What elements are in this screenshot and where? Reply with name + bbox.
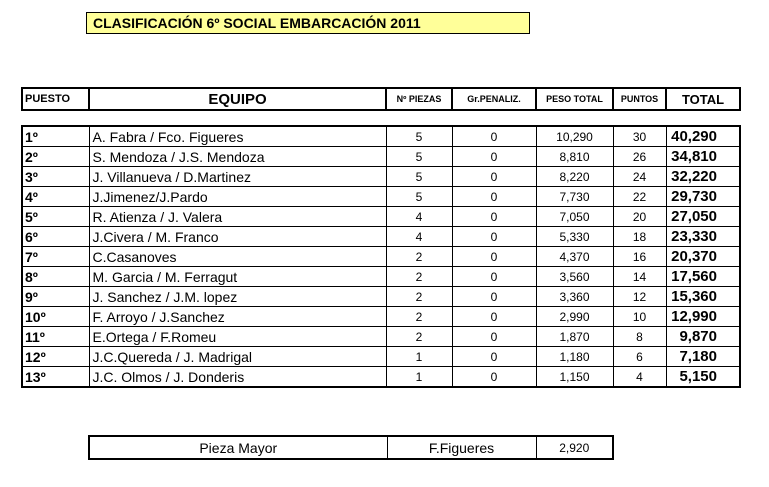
row-team: M. Garcia / M. Ferragut: [89, 267, 386, 287]
header-equipo: EQUIPO: [89, 88, 386, 110]
row-team: J.Civera / M. Franco: [89, 227, 386, 247]
row-total: 15,360: [666, 287, 740, 307]
row-piezas: 5: [386, 187, 452, 207]
row-total: 9,870: [666, 327, 740, 347]
row-position: 2º: [22, 147, 89, 167]
row-puntos: 18: [613, 227, 666, 247]
table-row: [22, 347, 740, 367]
header-peso: PESO TOTAL: [536, 88, 613, 110]
header-penaliz: Gr.PENALIZ.: [452, 88, 536, 110]
row-team: A. Fabra / Fco. Figueres: [89, 126, 386, 147]
row-peso: 5,330: [536, 227, 613, 247]
row-total: 12,990: [666, 307, 740, 327]
table-row: [22, 207, 740, 227]
row-peso: 8,220: [536, 167, 613, 187]
table-row: [22, 307, 740, 327]
row-puntos: 4: [613, 367, 666, 388]
row-puntos: 24: [613, 167, 666, 187]
page-title: CLASIFICACIÓN 6º SOCIAL EMBARCACIÓN 2011: [86, 12, 530, 34]
row-piezas: 4: [386, 227, 452, 247]
row-piezas: 5: [386, 167, 452, 187]
row-penaliz: 0: [452, 347, 536, 367]
row-piezas: 1: [386, 347, 452, 367]
row-position: 8º: [22, 267, 89, 287]
row-puntos: 14: [613, 267, 666, 287]
footer-winner: F.Figueres: [387, 436, 536, 459]
row-puntos: 8: [613, 327, 666, 347]
table-row: [22, 187, 740, 207]
row-puntos: 12: [613, 287, 666, 307]
row-piezas: 2: [386, 307, 452, 327]
row-piezas: 4: [386, 207, 452, 227]
row-total: 32,220: [666, 167, 740, 187]
table-row: [22, 287, 740, 307]
row-team: R. Atienza / J. Valera: [89, 207, 386, 227]
row-position: 9º: [22, 287, 89, 307]
row-team: J.Jimenez/J.Pardo: [89, 187, 386, 207]
row-total: 34,810: [666, 147, 740, 167]
row-position: 11º: [22, 327, 89, 347]
column-headers: [21, 87, 741, 111]
row-position: 12º: [22, 347, 89, 367]
footer-label: Pieza Mayor: [89, 436, 387, 459]
row-piezas: 5: [386, 126, 452, 147]
row-total: 20,370: [666, 247, 740, 267]
row-piezas: 5: [386, 147, 452, 167]
row-peso: 1,870: [536, 327, 613, 347]
row-total: 7,180: [666, 347, 740, 367]
row-penaliz: 0: [452, 247, 536, 267]
row-peso: 4,370: [536, 247, 613, 267]
table-row: [22, 227, 740, 247]
row-total: 17,560: [666, 267, 740, 287]
row-penaliz: 0: [452, 227, 536, 247]
table-row: [22, 367, 740, 388]
row-peso: 7,730: [536, 187, 613, 207]
row-penaliz: 0: [452, 147, 536, 167]
row-total: 23,330: [666, 227, 740, 247]
row-piezas: 2: [386, 287, 452, 307]
row-piezas: 1: [386, 367, 452, 388]
row-penaliz: 0: [452, 167, 536, 187]
ranking-table: [21, 125, 741, 388]
row-puntos: 30: [613, 126, 666, 147]
biggest-catch-table: [88, 435, 614, 460]
row-penaliz: 0: [452, 126, 536, 147]
row-piezas: 2: [386, 267, 452, 287]
row-position: 3º: [22, 167, 89, 187]
row-position: 5º: [22, 207, 89, 227]
header-puesto: PUESTO: [22, 88, 89, 110]
row-penaliz: 0: [452, 187, 536, 207]
row-penaliz: 0: [452, 207, 536, 227]
row-penaliz: 0: [452, 367, 536, 388]
row-puntos: 20: [613, 207, 666, 227]
footer-weight: 2,920: [536, 436, 613, 459]
row-total: 40,290: [666, 126, 740, 147]
row-position: 4º: [22, 187, 89, 207]
header-puntos: PUNTOS: [613, 88, 666, 110]
row-piezas: 2: [386, 247, 452, 267]
row-peso: 7,050: [536, 207, 613, 227]
table-row: [22, 267, 740, 287]
row-position: 7º: [22, 247, 89, 267]
row-peso: 3,360: [536, 287, 613, 307]
table-row: [22, 126, 740, 147]
row-peso: 8,810: [536, 147, 613, 167]
row-penaliz: 0: [452, 307, 536, 327]
row-peso: 10,290: [536, 126, 613, 147]
row-puntos: 26: [613, 147, 666, 167]
row-team: J.C. Olmos / J. Donderis: [89, 367, 386, 388]
row-penaliz: 0: [452, 287, 536, 307]
row-team: E.Ortega / F.Romeu: [89, 327, 386, 347]
row-penaliz: 0: [452, 267, 536, 287]
row-position: 6º: [22, 227, 89, 247]
row-peso: 2,990: [536, 307, 613, 327]
header-piezas: Nº PIEZAS: [386, 88, 452, 110]
row-position: 1º: [22, 126, 89, 147]
row-peso: 1,180: [536, 347, 613, 367]
row-position: 10º: [22, 307, 89, 327]
row-peso: 1,150: [536, 367, 613, 388]
row-piezas: 2: [386, 327, 452, 347]
row-team: J. Sanchez / J.M. lopez: [89, 287, 386, 307]
row-puntos: 10: [613, 307, 666, 327]
row-total: 27,050: [666, 207, 740, 227]
row-team: F. Arroyo / J.Sanchez: [89, 307, 386, 327]
row-team: J. Villanueva / D.Martinez: [89, 167, 386, 187]
row-position: 13º: [22, 367, 89, 388]
table-row: [22, 147, 740, 167]
row-puntos: 6: [613, 347, 666, 367]
row-team: C.Casanoves: [89, 247, 386, 267]
row-penaliz: 0: [452, 327, 536, 347]
row-team: S. Mendoza / J.S. Mendoza: [89, 147, 386, 167]
row-team: J.C.Quereda / J. Madrigal: [89, 347, 386, 367]
row-total: 5,150: [666, 367, 740, 388]
row-peso: 3,560: [536, 267, 613, 287]
row-total: 29,730: [666, 187, 740, 207]
header-total: TOTAL: [666, 88, 740, 110]
row-puntos: 16: [613, 247, 666, 267]
table-row: [22, 247, 740, 267]
table-row: [22, 167, 740, 187]
row-puntos: 22: [613, 187, 666, 207]
table-row: [22, 327, 740, 347]
